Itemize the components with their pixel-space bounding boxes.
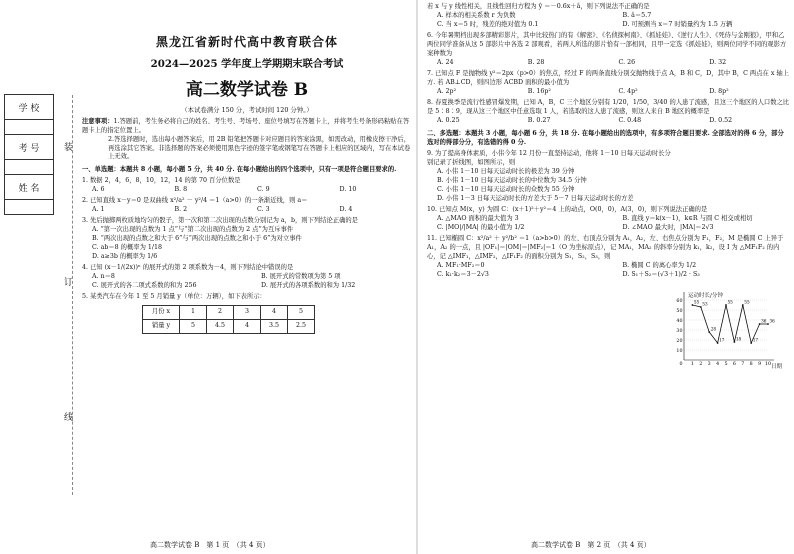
- question-4: [82, 264, 412, 291]
- table-cell: 5: [180, 319, 207, 333]
- data-label: 18: [735, 336, 742, 342]
- page-2-content: [427, 2, 790, 279]
- q11-opt-d: D. S₁＋S₂＝(√3＋1)/2 · S₃: [622, 271, 700, 278]
- x-tick-label: 9: [758, 362, 762, 367]
- q9-opt-d: D. 小伟 1－3 日每天运动时长的方差大于 5－7 日每天运动时长的方差: [437, 195, 634, 202]
- table-cell: 4: [234, 319, 261, 333]
- q9-opt-b: B. 小伟 1－10 日每天运动时长的中位数为 34.5 分钟: [437, 177, 587, 184]
- data-label: 53: [702, 301, 708, 307]
- y-tick-label: 60: [676, 298, 683, 304]
- q6-opt-a: A. 24: [437, 59, 454, 66]
- table-header-sales: 销量 y: [143, 319, 180, 333]
- q8-opt-b: B. 0.27: [527, 117, 551, 124]
- name-box: [5, 200, 54, 215]
- q3-opt-b: B. “两次出现的点数之和大于 6”与“两次出现的点数之和小于 6”为对立事件: [92, 234, 302, 242]
- q5-opt-c: C. 当 x＝5 时，残差的绝对值为 0.1: [437, 21, 539, 28]
- q2-opt-c: C. 3: [257, 206, 270, 214]
- page-1-footer: 高二数学试卷 B 第 1 页 （共 4 页）: [150, 541, 270, 549]
- q4-opt-b: B. 展开式的常数项为第 5 项: [261, 272, 341, 280]
- q6-opt-d: D. 32: [709, 59, 727, 66]
- q3-stem: 3. 先后抛掷两枚质地均匀的骰子，第一次和第二次出现的点数分别记为 a，b，则下列结论正确的是: [82, 217, 358, 225]
- bind-char-xian: 线: [64, 413, 74, 423]
- y-tick-label: 20: [676, 338, 683, 344]
- table-cell: 2.5: [288, 319, 315, 333]
- table-cell: 3: [234, 305, 261, 319]
- q10-opt-d: D. ∠MAO 最大时，|MA|＝2√3: [622, 224, 714, 231]
- q5-opt-b: B. â＝5.7: [622, 12, 652, 19]
- question-5: [82, 293, 412, 334]
- question-1: [82, 177, 412, 195]
- q1-stem: 1. 数据 2，4，6，8，10，12，14 的第 70 百分位数是: [82, 177, 241, 185]
- origin-label: 0: [679, 362, 683, 367]
- q7-opt-d: D. 8p²: [709, 88, 729, 95]
- q4-opt-c: C. 展开式的各二项式系数的和为 256: [92, 281, 197, 289]
- subject-title: 高二数学试卷 B: [185, 79, 309, 100]
- q5-opt-a: A. 样本的相关系数 r 为负数: [437, 12, 516, 19]
- data-label: 36: [761, 318, 767, 324]
- question-8: 8. 春夏换季是流行性感冒爆发期，已知 A，B，C 三个地区分别有 1/20，1/50，3/40 的人患了流感，且这三个地区的人口数之比是 5∶8∶9，现从这三个地区中任意选取 1 人，若选取的这人患了流感，则这人来自 B 地区的概率是: [427, 99, 790, 115]
- data-label: 36: [769, 318, 775, 324]
- q3-opt-d: D. a≥3b 的概率为 1/6: [92, 252, 158, 260]
- table-cell: 2: [207, 305, 234, 319]
- sales-table: [142, 305, 315, 334]
- section-multi-choice: 二、多选题：本题共 3 小题，每小题 6 分，共 18 分. 在每小题给出的选项中，有多项符合题目要求. 全部选对的得 6 分，部分选对的得部分分，有选错的得 0 分.: [427, 130, 784, 146]
- name-label: 姓 名: [5, 175, 54, 200]
- exercise-line-chart: [672, 290, 783, 370]
- table-header-month: 月份 x: [143, 305, 180, 319]
- q8-opt-a: A. 0.25: [437, 117, 460, 124]
- y-tick-label: 30: [676, 328, 683, 334]
- q1-opt-a: A. 6: [92, 186, 105, 194]
- q3-opt-c: C. ab＝8 的概率为 1/18: [92, 243, 163, 251]
- question-11: 11. 已知椭圆 C：x²/a² ＋ y²/b² ＝1（a>b>0）的左、右顶点分别为 A₁，A₂，左、右焦点分别为 F₁，F₂，M 是椭圆 C 上异于 A₁，A₂ 的一点，且 |OF₁|＝|OM|＝|MF₂|＝1（O 为坐标原点），记 MA₁，MA₂ 的斜率分别为 k₁，k₂，设 I 为 △MF₁F₂ 的内心，记 △IMF₁，△IMF₂，△IF₁F₂ 的面积分别为 S₁，S₂，S₃，则: [427, 235, 784, 260]
- x-tick-label: 6: [732, 362, 736, 367]
- q2-opt-a: A. 1: [92, 206, 105, 214]
- q5-opt-d: D. 可预测当 x＝7 时销量约为 1.5 万辆: [622, 21, 733, 28]
- notice-item-1: 1.答题前，考生务必将自己的姓名、考生号、考场号、座位号填写在答题卡上，并将考生号条形码粘贴在答题卡上的指定位置上。: [82, 117, 410, 134]
- notice-label: 注意事项：: [82, 117, 114, 125]
- q9-opt-a: A. 小伟 1－10 日每天运动时长的极差为 39 分钟: [437, 168, 575, 175]
- question-7: 7. 已知点 F 是抛物线 y²＝2px（p>0）的焦点，经过 F 的两条直线分别交抛物线于点 A，B 和 C，D，其中 B，C 两点在 x 轴上方. 若 AB⊥CD，则四边形 ACBD 面积的最小值为: [427, 70, 789, 86]
- q10-opt-c: C. |MO|/|MA| 的最小值为 1/2: [437, 224, 525, 231]
- q4-opt-d: D. 展开式的各项系数的和为 1/32: [261, 281, 356, 289]
- q8-opt-d: D. 0.52: [709, 117, 733, 124]
- q7-opt-b: B. 16p²: [527, 88, 551, 95]
- org-title: 黑龙江省新时代高中教育联合体: [155, 35, 338, 49]
- q4-stem: 4. 已知 (x－1/(2x))ⁿ 的展开式的第 2 项系数为－4，则下列结论中错误的是: [82, 263, 294, 271]
- table-cell: 3.5: [261, 319, 288, 333]
- bind-char-ding: 订: [64, 278, 74, 288]
- data-label: 17: [752, 337, 759, 343]
- q7-opt-a: A. 2p²: [437, 88, 457, 95]
- question-3: [82, 217, 412, 262]
- question-2: [82, 197, 412, 215]
- binding-line: [72, 95, 73, 495]
- y-tick-label: 50: [676, 308, 683, 314]
- x-tick-label: 1: [690, 362, 694, 367]
- page-1-content: [82, 30, 412, 334]
- q1-opt-c: C. 9: [257, 186, 270, 194]
- q1-opt-d: D. 10: [339, 186, 357, 194]
- q6-opt-c: C. 26: [618, 59, 636, 66]
- student-info-table: [4, 94, 54, 215]
- x-tick-label: 5: [724, 362, 728, 367]
- x-tick-label: 4: [716, 362, 720, 367]
- exam-info: （本试卷满分 150 分，考试时间 120 分钟。）: [181, 105, 313, 114]
- q2-opt-b: B. 2: [174, 206, 188, 214]
- question-10: 10. 已知点 M(x，y) 为圆 C：(x＋1)²＋y²＝4 上的动点，O(0，0)，A(3，0)，则下列说法正确的是: [427, 206, 708, 213]
- q3-opt-a: A. “第一次出现的点数为 1 点”与“第二次出现的点数为 2 点”为互斥事件: [92, 226, 294, 234]
- q11-opt-b: B. 椭圆 C 的离心率为 1/2: [622, 262, 697, 269]
- bind-char-zhuang: 装: [64, 143, 74, 153]
- q11-opt-c: C. k₁·k₂＝3－2√3: [437, 271, 489, 278]
- q1-opt-b: B. 8: [174, 186, 188, 194]
- chart-xlabel: 日期: [771, 364, 783, 370]
- exam-id-label: 考 号: [5, 135, 54, 160]
- notice: [82, 118, 412, 163]
- q6-opt-b: B. 28: [527, 59, 545, 66]
- q10-opt-a: A. △MAO 面积的最大值为 3: [437, 215, 519, 222]
- notice-item-2: 2.答选择题时，选出每小题答案后，用 2B 铅笔把答题卡对应题目的答案涂黑，如需改动，用橡皮擦干净后，再选涂其它答案。非选择题的答案必须使用黑色字迹的签字笔或钢笔写在答题卡上相应的区域内，写在本试卷上无效。: [108, 135, 411, 161]
- q9-opt-c: C. 小伟 1－10 日每天运动时长的众数为 55 分钟: [437, 186, 575, 193]
- x-tick-label: 2: [699, 362, 703, 367]
- x-tick-label: 10: [764, 362, 772, 367]
- school-box: [5, 120, 54, 135]
- page-2-footer: 高二数学试卷 B 第 2 页 （共 4 页）: [531, 541, 651, 549]
- chart-title: 运动时长/分钟: [688, 293, 723, 299]
- table-cell: 1: [180, 305, 207, 319]
- q2-stem: 2. 已知直线 x－y＝0 是双曲线 x²/a² － y²/4 ＝1（a>0）的一条渐近线，则 a＝: [82, 197, 308, 205]
- school-label: 学 校: [5, 95, 54, 120]
- x-tick-label: 7: [741, 362, 745, 367]
- x-tick-label: 8: [749, 362, 753, 367]
- q5-continued: 若 x 与 y 线性相关，且线性回归方程为 ŷ ＝－0.6x＋â，则下列说法不正确的是: [427, 3, 650, 10]
- data-label: 17: [719, 337, 725, 343]
- page-2: [421, 0, 794, 554]
- q10-opt-b: B. 直线 y＝k(x－1)，k∈R 与圆 C 相交或相切: [622, 215, 753, 222]
- data-label: 55: [693, 299, 700, 305]
- y-tick-label: 40: [676, 318, 683, 324]
- q7-opt-c: C. 4p²: [618, 88, 638, 95]
- exam-title: 2024—2025 学年度上学期期末联合考试: [150, 58, 344, 71]
- q8-opt-c: C. 0.48: [618, 117, 642, 124]
- x-tick-label: 3: [707, 362, 711, 367]
- question-6: 6. 今年暑期档出现多部精彩影片，其中比较热门的有《解密》、《名侦探柯南》、《抓娃娃》、《逆行人生》、《死侍与金刚狼》，甲和乙两位同学准备从这 5 部影片中各选 2 部观看，若两人所选的影片恰有一部相同，且甲一定选《抓娃娃》，则两位同学不同的观影方案种数为: [427, 32, 787, 57]
- page-divider: [416, 0, 418, 554]
- section-single-choice: 一、单选题：本题共 8 小题，每小题 5 分，共 40 分. 在每小题给出的四个选项中，只有一项是符合题目要求的.: [82, 166, 397, 174]
- table-cell: 4.5: [207, 319, 234, 333]
- data-label: 55: [744, 299, 750, 305]
- question-9: 9. 为了提高身体素质，小伟今年 12 月份一直坚持运动，他将 1－10 日每天运动时长分别记录了折线图，如图所示，则: [427, 150, 671, 166]
- table-cell: 4: [261, 305, 288, 319]
- table-cell: 5: [288, 305, 315, 319]
- binding-margin: [0, 0, 74, 554]
- q2-opt-d: D. 4: [339, 206, 353, 214]
- q5-stem: 5. 某类汽车在今年 1 至 5 月销量 y（单位：万辆），如下表所示：: [82, 292, 266, 300]
- q4-opt-a: A. n＝8: [92, 272, 115, 280]
- y-tick-label: 10: [676, 348, 683, 354]
- exam-id-box: [5, 160, 54, 175]
- data-label: 28: [710, 326, 717, 332]
- q11-opt-a: A. MF₁·MF₂＝0: [437, 262, 485, 269]
- data-label: 55: [727, 299, 733, 305]
